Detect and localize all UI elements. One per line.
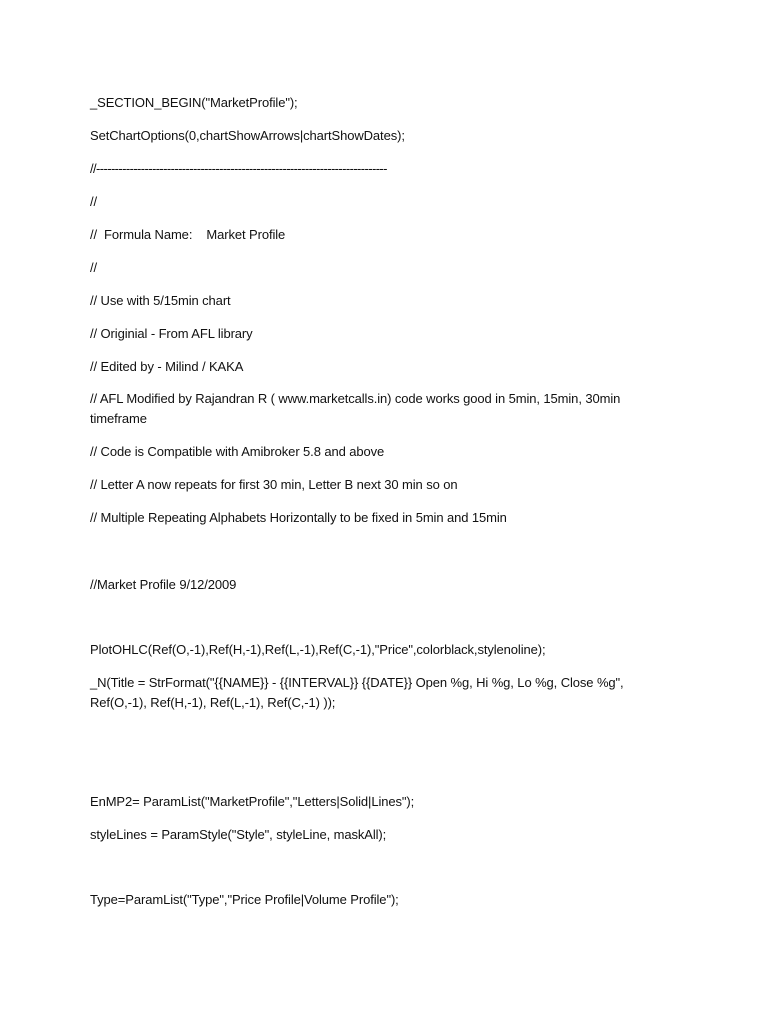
code-line: // (90, 260, 98, 275)
code-line: styleLines = ParamStyle("Style", styleLine, maskAll); (90, 827, 387, 842)
code-line: // Originial - From AFL library (90, 326, 253, 341)
code-line: // Formula Name: Market Profile (90, 227, 286, 242)
code-line: // Code is Compatible with Amibroker 5.8 and above (90, 444, 385, 459)
code-line: SetChartOptions(0,chartShowArrows|chartShowDates); (90, 128, 405, 143)
code-line: // Letter A now repeats for first 30 min, Letter B next 30 min so on (90, 477, 458, 492)
code-line: // Edited by - Milind / KAKA (90, 359, 244, 374)
code-line: // Use with 5/15min chart (90, 293, 231, 308)
code-line: Type=ParamList("Type","Price Profile|Volume Profile"); (90, 892, 399, 907)
code-line: // (90, 194, 98, 209)
code-line: _N(Title = StrFormat("{{NAME}} - {{INTERVAL}} {{DATE}} Open %g, Hi %g, Lo %g, Close %g", Ref(O,-1), Ref(H,-1), Ref(L,-1), Ref(C,-1) )); (90, 675, 624, 710)
code-line: //------------------------------------------------------------------------------ (90, 161, 387, 176)
code-line: _SECTION_BEGIN("MarketProfile"); (90, 95, 298, 110)
code-line: // AFL Modified by Rajandran R ( www.marketcalls.in) code works good in 5min, 15min, 30min timeframe (90, 391, 621, 426)
code-line: // Multiple Repeating Alphabets Horizontally to be fixed in 5min and 15min (90, 510, 507, 525)
code-line: EnMP2= ParamList("MarketProfile","Letters|Solid|Lines"); (90, 794, 415, 809)
code-line: //Market Profile 9/12/2009 (90, 577, 237, 592)
code-line: PlotOHLC(Ref(O,-1),Ref(H,-1),Ref(L,-1),Ref(C,-1),"Price",colorblack,stylenoline); (90, 642, 546, 657)
